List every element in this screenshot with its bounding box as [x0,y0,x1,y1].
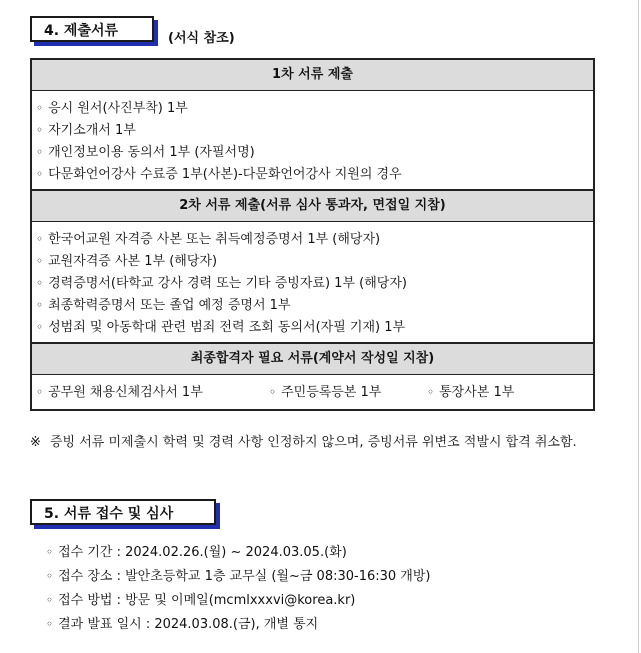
list-item: ◦ 결과 발표 일시 : 2024.03.08.(금), 개별 통지 [46,612,431,636]
notice-mark: ※ [30,435,41,450]
list-item: ◦ 교원자격증 사본 1부 (해당자) [36,250,593,272]
list-item: ◦ 경력증명서(타학교 강사 경력 또는 기타 증빙자료) 1부 (해당자) [36,272,593,294]
list-item: ◦ 응시 원서(사진부착) 1부 [36,97,593,119]
list-item: ◦ 최종학력증명서 또는 졸업 예정 증명서 1부 [36,294,593,316]
list-item: ◦ 다문화언어강사 수료증 1부(사본)-다문화언어강사 지원의 경우 [36,163,593,185]
section4-heading [30,16,235,46]
reception-list [46,540,431,636]
list-item: ◦ 성범죄 및 아동학대 관련 범죄 전력 조회 동의서(자필 기재) 1부 [36,316,593,338]
list-item: ◦ 접수 장소 : 발안초등학교 1층 교무실 (월~금 08:30-16:30 개방) [46,564,431,588]
list-item: ◦ 공무원 채용신체검사서 1부 [36,381,269,403]
list-item: ◦ 접수 방법 : 방문 및 이메일(mcmlxxxvi@korea.kr) [46,588,431,612]
list-item: ◦ 주민등록등본 1부 [269,381,427,403]
first-round-list [32,91,593,189]
notice-text: 증빙 서류 미제출시 학력 및 경력 사항 인정하지 않으며, 증빙서류 위변조 적발시 합격 취소함. [50,435,577,450]
first-round-header: 1차 서류 제출 [32,60,593,91]
page-edge [638,0,639,653]
list-item: ◦ 통장사본 1부 [427,381,514,403]
notice [30,432,610,454]
section5-title: 5. 서류 접수 및 심사 [30,499,216,525]
list-item: ◦ 접수 기간 : 2024.02.26.(월) ~ 2024.03.05.(화) [46,540,431,564]
section5-heading [30,499,216,525]
second-round-header: 2차 서류 제출(서류 심사 통과자, 면접일 지참) [32,189,593,222]
list-item: ◦ 개인정보이용 동의서 1부 (자필서명) [36,141,593,163]
final-round-list [32,375,593,409]
documents-table [30,58,595,411]
second-round-list [32,222,593,342]
section4-note: (서식 참조) [168,31,235,46]
final-round-header: 최종합격자 필요 서류(계약서 작성일 지참) [32,342,593,375]
section4-title: 4. 제출서류 [30,16,154,42]
list-item: ◦ 한국어교원 자격증 사본 또는 취득예정증명서 1부 (해당자) [36,228,593,250]
list-item: ◦ 자기소개서 1부 [36,119,593,141]
